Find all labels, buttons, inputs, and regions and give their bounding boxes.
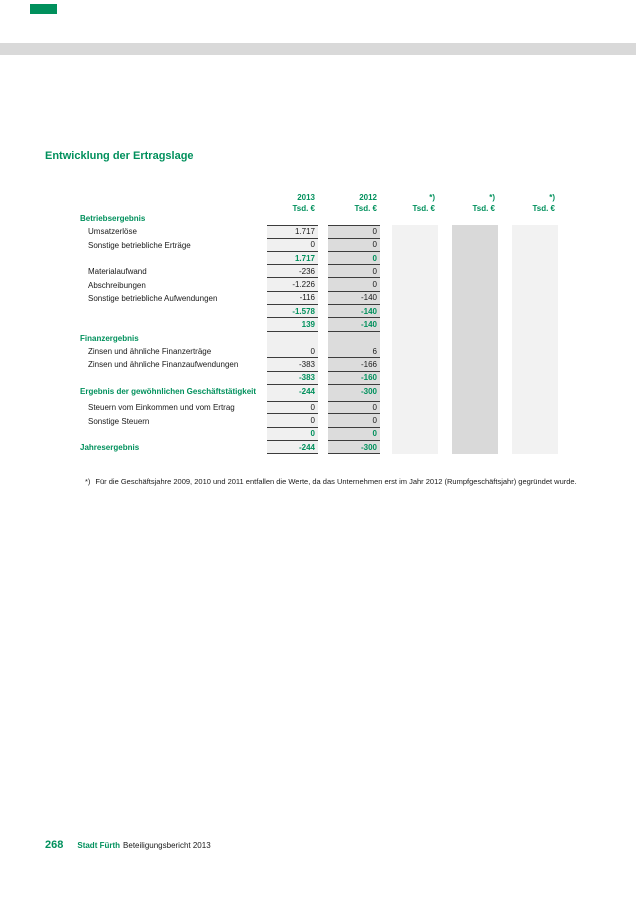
cell-2012: 0 — [328, 414, 380, 427]
cell-2012: -140 — [328, 318, 380, 331]
column-header-na-2 — [452, 192, 498, 214]
footnote-marker: *) — [85, 477, 91, 486]
cell-2013 — [267, 212, 318, 225]
row-label: Zinsen und ähnliche Finanzaufwendungen — [88, 360, 239, 370]
cell-2012: -160 — [328, 372, 380, 385]
row-label: Sonstige betriebliche Aufwendungen — [88, 293, 218, 303]
cell-na-2 — [452, 212, 498, 225]
cell-na-2 — [452, 305, 498, 318]
cell-na-2 — [452, 414, 498, 427]
cell-na-1 — [392, 305, 438, 318]
row-label: Betriebsergebnis — [80, 214, 146, 224]
cell-2013: -244 — [267, 385, 318, 398]
table-row — [80, 265, 558, 278]
table-row — [80, 332, 558, 345]
cell-na-2 — [452, 428, 498, 441]
cell-2013: -116 — [267, 292, 318, 305]
row-label: Finanzergebnis — [80, 333, 139, 343]
table-row — [80, 305, 558, 318]
footer-brand: Stadt Fürth — [77, 841, 121, 850]
column-header-unit: Tsd. € — [472, 204, 495, 213]
cell-na-1 — [392, 318, 438, 331]
cell-2013 — [267, 332, 318, 345]
cell-2012: 0 — [328, 428, 380, 441]
cell-na-3 — [512, 385, 558, 398]
table-row — [80, 372, 558, 385]
cell-na-2 — [452, 278, 498, 291]
cell-na-1 — [392, 345, 438, 358]
table-header-label-spacer — [80, 192, 267, 214]
cell-2012 — [328, 212, 380, 225]
earnings-table — [80, 212, 558, 454]
cell-na-3 — [512, 239, 558, 252]
table-row — [80, 225, 558, 238]
cell-na-2 — [452, 358, 498, 371]
cell-na-2 — [452, 385, 498, 398]
cell-na-2 — [452, 401, 498, 414]
page-corner-mark — [30, 4, 57, 14]
page-footer — [45, 839, 211, 851]
cell-na-2 — [452, 441, 498, 454]
cell-na-3 — [512, 265, 558, 278]
table-row — [80, 414, 558, 427]
cell-na-3 — [512, 212, 558, 225]
row-label: Jahresergebnis — [80, 443, 140, 453]
cell-na-2 — [452, 225, 498, 238]
table-row — [80, 441, 558, 454]
cell-na-1 — [392, 265, 438, 278]
cell-2013: -1.578 — [267, 305, 318, 318]
column-header-na-1 — [392, 192, 438, 214]
cell-na-1 — [392, 212, 438, 225]
cell-na-2 — [452, 239, 498, 252]
cell-na-2 — [452, 332, 498, 345]
cell-2012: -300 — [328, 441, 380, 454]
cell-na-1 — [392, 385, 438, 398]
cell-na-3 — [512, 345, 558, 358]
cell-na-3 — [512, 441, 558, 454]
table-row — [80, 358, 558, 371]
cell-2012: -166 — [328, 358, 380, 371]
table-row — [80, 252, 558, 265]
row-label: Umsatzerlöse — [88, 227, 137, 237]
column-header-na-3 — [512, 192, 558, 214]
cell-na-1 — [392, 372, 438, 385]
cell-na-3 — [512, 292, 558, 305]
cell-2012: 0 — [328, 252, 380, 265]
table-row — [80, 239, 558, 252]
cell-na-3 — [512, 372, 558, 385]
table-row — [80, 212, 558, 225]
table-row — [80, 292, 558, 305]
cell-na-1 — [392, 225, 438, 238]
cell-na-1 — [392, 292, 438, 305]
cell-2012: 0 — [328, 265, 380, 278]
table-row — [80, 318, 558, 331]
cell-na-3 — [512, 225, 558, 238]
cell-2013: 0 — [267, 401, 318, 414]
row-label: Sonstige Steuern — [88, 416, 150, 426]
footnote — [85, 477, 577, 486]
cell-na-2 — [452, 292, 498, 305]
cell-na-3 — [512, 428, 558, 441]
cell-na-2 — [452, 345, 498, 358]
cell-na-3 — [512, 305, 558, 318]
cell-na-3 — [512, 252, 558, 265]
cell-2012: -140 — [328, 305, 380, 318]
cell-2013: 0 — [267, 239, 318, 252]
cell-na-1 — [392, 278, 438, 291]
column-header-unit: Tsd. € — [354, 204, 377, 213]
cell-2013: -383 — [267, 358, 318, 371]
column-header-unit: Tsd. € — [292, 204, 315, 213]
table-row — [80, 345, 558, 358]
cell-2013: 139 — [267, 318, 318, 331]
cell-2012 — [328, 332, 380, 345]
column-header-2013 — [267, 192, 318, 214]
cell-na-1 — [392, 441, 438, 454]
cell-2012: -300 — [328, 385, 380, 398]
cell-2012: -140 — [328, 292, 380, 305]
cell-na-1 — [392, 428, 438, 441]
cell-2012: 0 — [328, 239, 380, 252]
cell-2012: 0 — [328, 225, 380, 238]
cell-na-1 — [392, 239, 438, 252]
table-row — [80, 278, 558, 291]
column-header-year: 2013 — [297, 193, 315, 202]
cell-na-3 — [512, 401, 558, 414]
column-header-footnote-ref: *) — [549, 193, 555, 202]
cell-2013: 1.717 — [267, 225, 318, 238]
cell-2013: 1.717 — [267, 252, 318, 265]
table-row — [80, 428, 558, 441]
top-divider-bar — [0, 43, 636, 55]
column-header-footnote-ref: *) — [429, 193, 435, 202]
cell-2012: 0 — [328, 278, 380, 291]
row-label: Zinsen und ähnliche Finanzerträge — [88, 347, 212, 357]
cell-2013: -1.226 — [267, 278, 318, 291]
table-row — [80, 385, 558, 398]
cell-na-1 — [392, 332, 438, 345]
row-label: Steuern vom Einkommen und vom Ertrag — [88, 403, 235, 413]
cell-na-3 — [512, 358, 558, 371]
row-label: Sonstige betriebliche Erträge — [88, 240, 191, 250]
row-label: Ergebnis der gewöhnlichen Geschäftstätigkeit — [80, 387, 257, 396]
cell-2013: -244 — [267, 441, 318, 454]
cell-na-2 — [452, 252, 498, 265]
row-label: Materialaufwand — [88, 267, 147, 277]
row-label: Abschreibungen — [88, 280, 146, 290]
cell-na-2 — [452, 318, 498, 331]
cell-na-3 — [512, 318, 558, 331]
cell-2013: 0 — [267, 414, 318, 427]
cell-na-2 — [452, 265, 498, 278]
column-header-year: 2012 — [359, 193, 377, 202]
cell-2013: -383 — [267, 372, 318, 385]
page-number: 268 — [45, 839, 64, 851]
cell-2012: 6 — [328, 345, 380, 358]
footnote-text: Für die Geschäftsjahre 2009, 2010 und 2011 entfallen die Werte, da das Unternehmen erst im Jahr 2012 (Rumpfgeschäftsjahr) gegründet wurde. — [95, 477, 577, 486]
cell-na-1 — [392, 252, 438, 265]
cell-na-2 — [452, 372, 498, 385]
page-title: Entwicklung der Ertragslage — [45, 150, 194, 162]
column-header-unit: Tsd. € — [412, 204, 435, 213]
cell-na-3 — [512, 414, 558, 427]
cell-na-3 — [512, 332, 558, 345]
column-header-2012 — [328, 192, 380, 214]
column-header-footnote-ref: *) — [489, 193, 495, 202]
table-header — [80, 192, 558, 214]
cell-na-1 — [392, 401, 438, 414]
cell-2013: 0 — [267, 345, 318, 358]
table-row — [80, 401, 558, 414]
cell-na-3 — [512, 278, 558, 291]
cell-2013: 0 — [267, 428, 318, 441]
cell-2013: -236 — [267, 265, 318, 278]
cell-na-1 — [392, 358, 438, 371]
cell-na-1 — [392, 414, 438, 427]
cell-2012: 0 — [328, 401, 380, 414]
footer-document-title: Beteiligungsbericht 2013 — [123, 841, 211, 850]
column-header-unit: Tsd. € — [532, 204, 555, 213]
